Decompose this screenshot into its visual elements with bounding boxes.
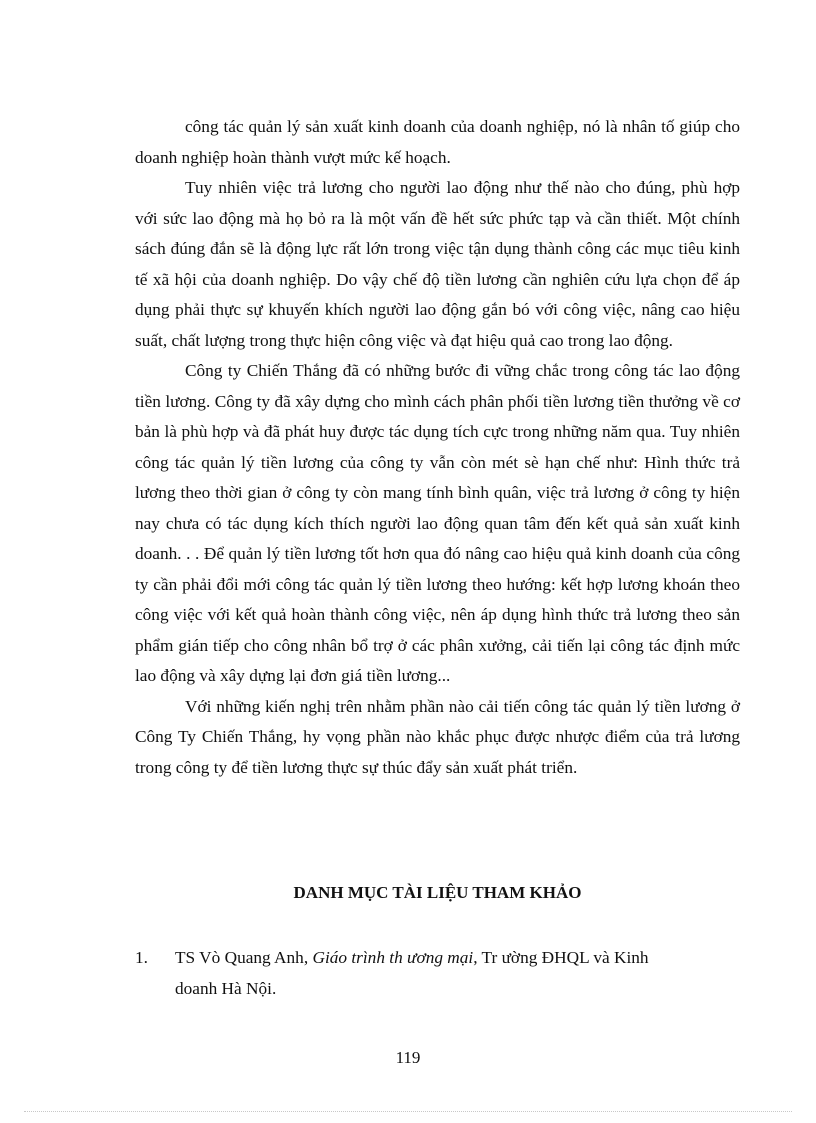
paragraph-1: công tác quản lý sản xuất kinh doanh của doanh nghiệp, nó là nhân tố giúp cho doanh nghiệp hoàn thành vượt mức kế hoạch. <box>135 117 740 167</box>
paragraph-4: Với những kiến nghị trên nhằm phần nào cải tiến công tác quản lý tiền lương ở Công Ty Chiến Thắng, hy vọng phần nào khắc phục được nhược điểm của trả lương trong công ty để tiền lương thực sự thúc đẩy sản xuất phát triển. <box>135 696 740 777</box>
paragraph-3: Công ty Chiến Thắng đã có những bước đi vững chắc trong công tác lao động tiền lương. Công ty đã xây dựng cho mình cách phân phối tiền lương tiền thưởng về cơ bản là phù hợp và đã phát huy được tác dụng tích cực trong những năm qua. Tuy nhiên công tác quản lý tiền lương của công ty vẫn còn mét sè hạn chế như: Hình thức trả lương theo thời gian ở công ty còn mang tính bình quân, việc trả lương ở công ty hiện nay chưa có tác dụng kích thích người lao động quan tâm đến kết quả sản xuất kinh doanh. . . Để quản lý tiền lương tốt hơn qua đó nâng cao hiệu quả kinh doanh của công ty cần phải đổi mới công tác quản lý tiền lương theo hướng: kết hợp lương khoán theo công việc với kết quả hoàn thành công việc, nên áp dụng hình thức trả lương theo sản phẩm gián tiếp cho công nhân bổ trợ ở các phân xưởng, cải tiến lại công tác định mức lao động và xây dựng lại đơn giá tiền lương... <box>135 361 740 685</box>
paragraph-2: Tuy nhiên việc trả lương cho người lao động như thế nào cho đúng, phù hợp với sức lao động mà họ bỏ ra là một vấn đề hết sức phức tạp và cần thiết. Một chính sách đúng đắn sẽ là động lực rất lớn trong việc tận dụng thành công các mục tiêu kinh tế xã hội của doanh nghiệp. Do vậy chế độ tiền lương cần nghiên cứu lựa chọn để áp dụng phải thực sự khuyến khích người lao động gắn bó với công việc, nâng cao hiệu suất, chất lượng trong thực hiện công việc và đạt hiệu quả cao trong lao động. <box>135 178 740 350</box>
reference-content <box>175 943 740 974</box>
reference-list <box>135 943 740 1004</box>
body-text <box>135 112 740 783</box>
reference-publisher: , Tr ường ĐHQL và Kinh <box>473 948 649 967</box>
reference-title: Giáo trình th ương mại <box>312 948 474 967</box>
page-number: 119 <box>395 1048 421 1067</box>
footer-divider <box>24 1111 792 1112</box>
reference-continuation: doanh Hà Nội. <box>175 978 277 998</box>
reference-author: TS Vò Quang Anh, <box>175 948 309 967</box>
reference-number: 1. <box>135 948 148 967</box>
reference-item <box>135 943 740 974</box>
references-heading: DANH MỤC TÀI LIỆU THAM KHẢO <box>293 883 582 902</box>
